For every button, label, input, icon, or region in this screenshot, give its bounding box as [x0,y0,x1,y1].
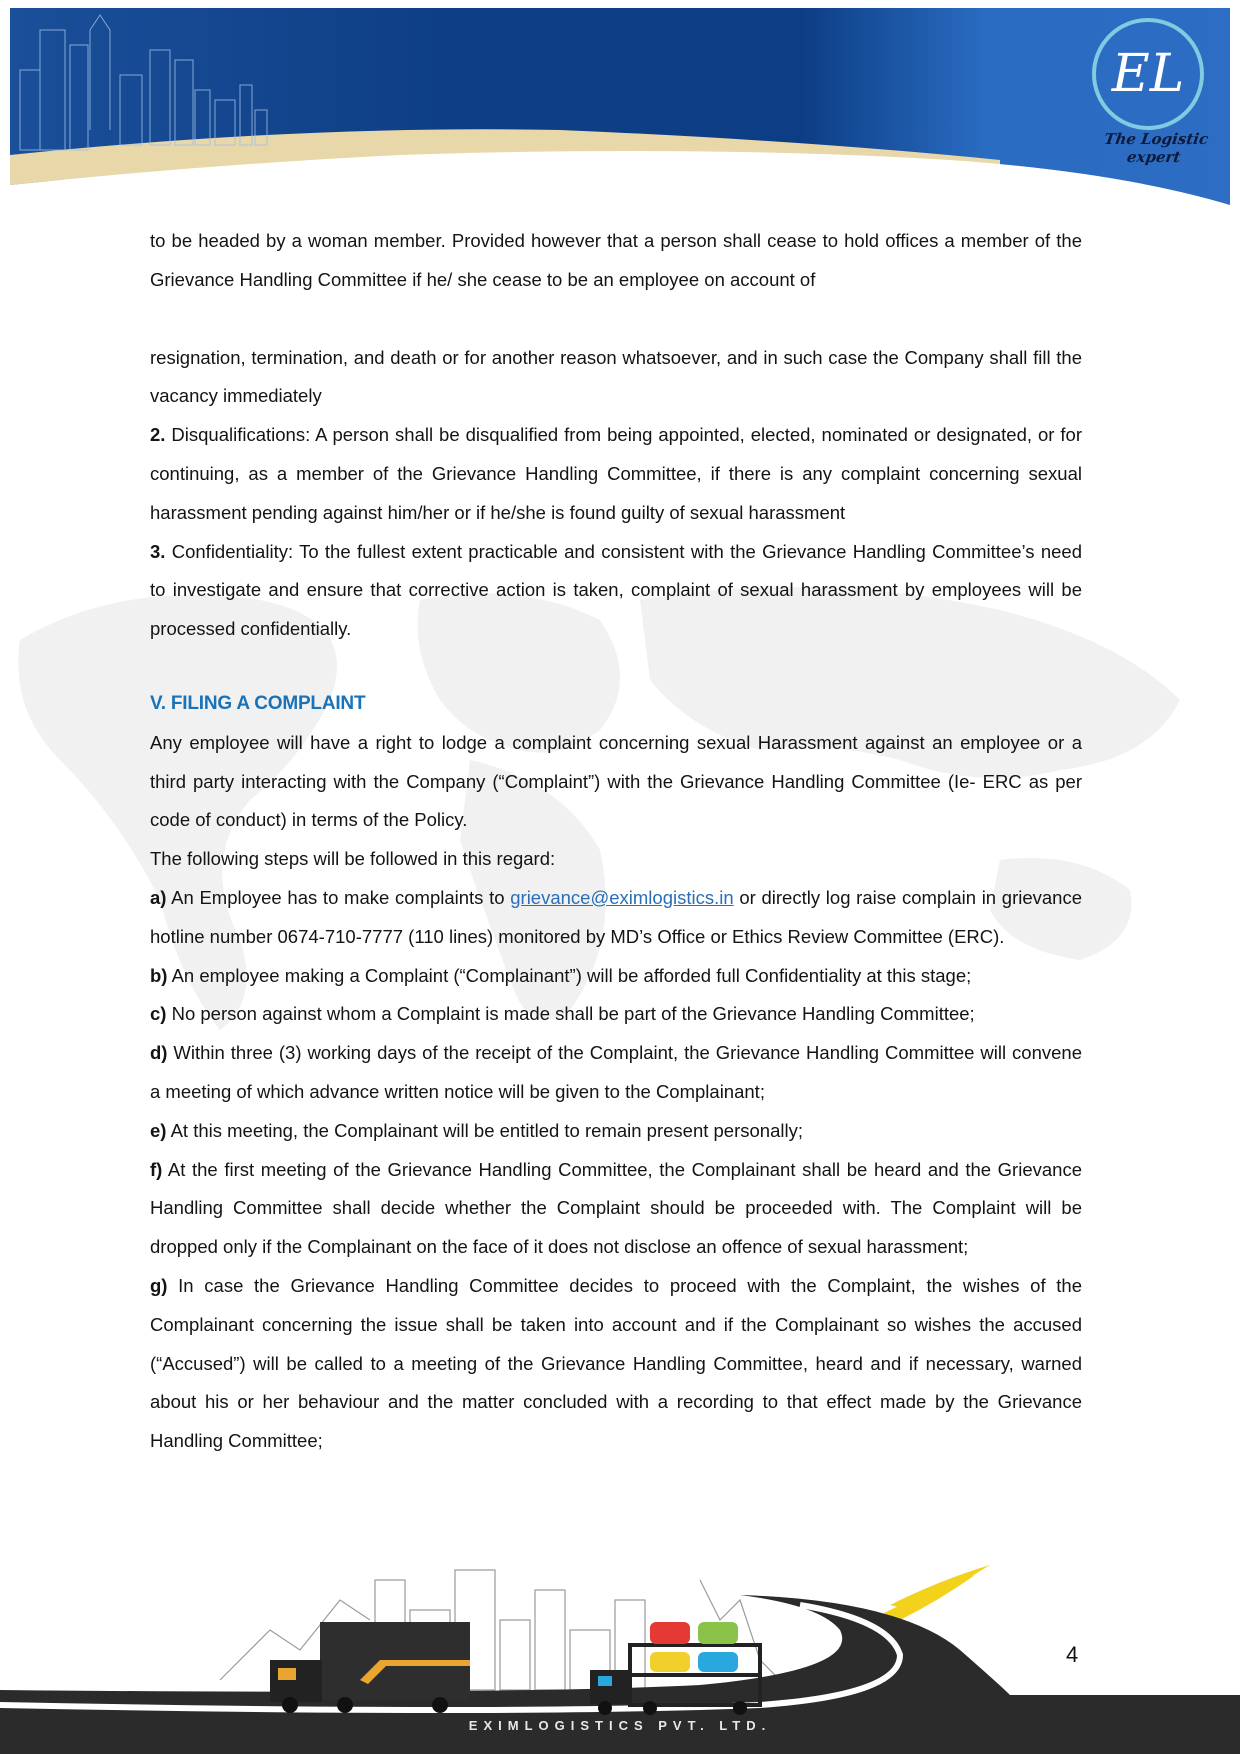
intro-paragraph: Any employee will have a right to lodge a complaint concerning sexual Harassment against an employee or a third party interacting with the Company (“Complaint”) with the Grievance Handling Committee (Ie- ERC as per code of conduct) in terms of the Policy. [150,731,1082,831]
clause-disqualifications [150,416,1082,532]
step-g [150,1267,1082,1461]
step-text: At the first meeting of the Grievance Handling Committee, the Complainant shall be heard and the Grievance Handling Committee shall decide whether the Complaint should be proceeded with. The Complaint will be dropped only if the Complainant on the face of it does not disclose an offence of sexual harassment; [150,1158,1082,1258]
page-number: 4 [1066,1642,1079,1667]
step-label: g) [150,1274,168,1296]
clause-number: 2. [150,424,166,446]
step-label: e) [150,1119,167,1141]
step-b [150,957,1082,996]
footer-company-name: EXIMLOGISTICS PVT. LTD. [468,1718,772,1733]
step-text: An Employee has to make complaints to [166,886,511,908]
steps-intro: The following steps will be followed in this regard: [150,848,556,870]
step-label: f) [150,1158,163,1180]
step-c [150,995,1082,1034]
step-text: At this meeting, the Complainant will be entitled to remain present personally; [166,1119,803,1141]
clause-confidentiality [150,533,1082,649]
logo-tagline: The Logistic expert [1103,130,1210,166]
step-text: or directly log raise complain in grievance hotline number 0674-710-7777 (110 lines) monitored by MD’s Office or Ethics Review Committee (ERC). [150,886,1083,947]
step-text: In case the Grievance Handling Committee decides to proceed with the Complaint, the wishes of the Complainant concerning the issue shall be taken into account and if the Complainant so wishes the accused (“Accused”) will be called to a meeting of the Grievance Handling Committee, heard and if necessary, warned about his or her behaviour and the matter concluded with a recording to that effect made by the Grievance Handling Committee; [150,1274,1082,1452]
step-f [150,1151,1082,1267]
step-text: Within three (3) working days of the receipt of the Complaint, the Grievance Handling Committee will convene a meeting of which advance written notice will be given to the Complainant; [150,1042,1082,1102]
clause-text: Confidentiality: To the fullest extent practicable and consistent with the Grievance Handling Committee’s need to investigate and ensure that corrective action is taken, complaint of sexual harassment by employees will be processed confidentially. [150,540,1082,640]
step-text: No person against whom a Complaint is made shall be part of the Grievance Handling Committee; [166,1003,975,1025]
document-body [150,222,1082,1461]
step-text: An employee making a Complaint (“Complainant”) will be afforded full Confidentiality at this stage; [167,964,972,986]
header-banner [0,0,1240,210]
company-logo: EL [1092,18,1204,130]
step-label: d) [150,1042,168,1064]
step-d [150,1034,1082,1112]
clause-text: Disqualifications: A person shall be disqualified from being appointed, elected, nominated or designated, or for continuing, as a member of the Grievance Handling Committee, if there is any complaint concerning sexual harassment pending against him/her or if he/she is found guilty of sexual harassment [150,424,1082,523]
step-label: c) [150,1003,167,1025]
paragraph-continuation: to be headed by a woman member. Provided however that a person shall cease to hold offices a member of the Grievance Handling Committee if he/ she cease to be an employee on account of [150,230,1082,290]
step-e [150,1112,1082,1151]
section-heading: V. FILING A COMPLAINT [150,692,366,714]
step-label: b) [150,964,168,986]
paragraph-resignation: resignation, termination, and death or for another reason whatsoever, and in such case the Company shall fill the vacancy immediately [150,346,1082,407]
grievance-email-link[interactable]: grievance@eximlogistics.in [510,886,734,908]
clause-number: 3. [150,540,166,562]
truck-illustration [270,1622,470,1713]
step-label: a) [150,886,167,908]
step-a [150,879,1082,957]
